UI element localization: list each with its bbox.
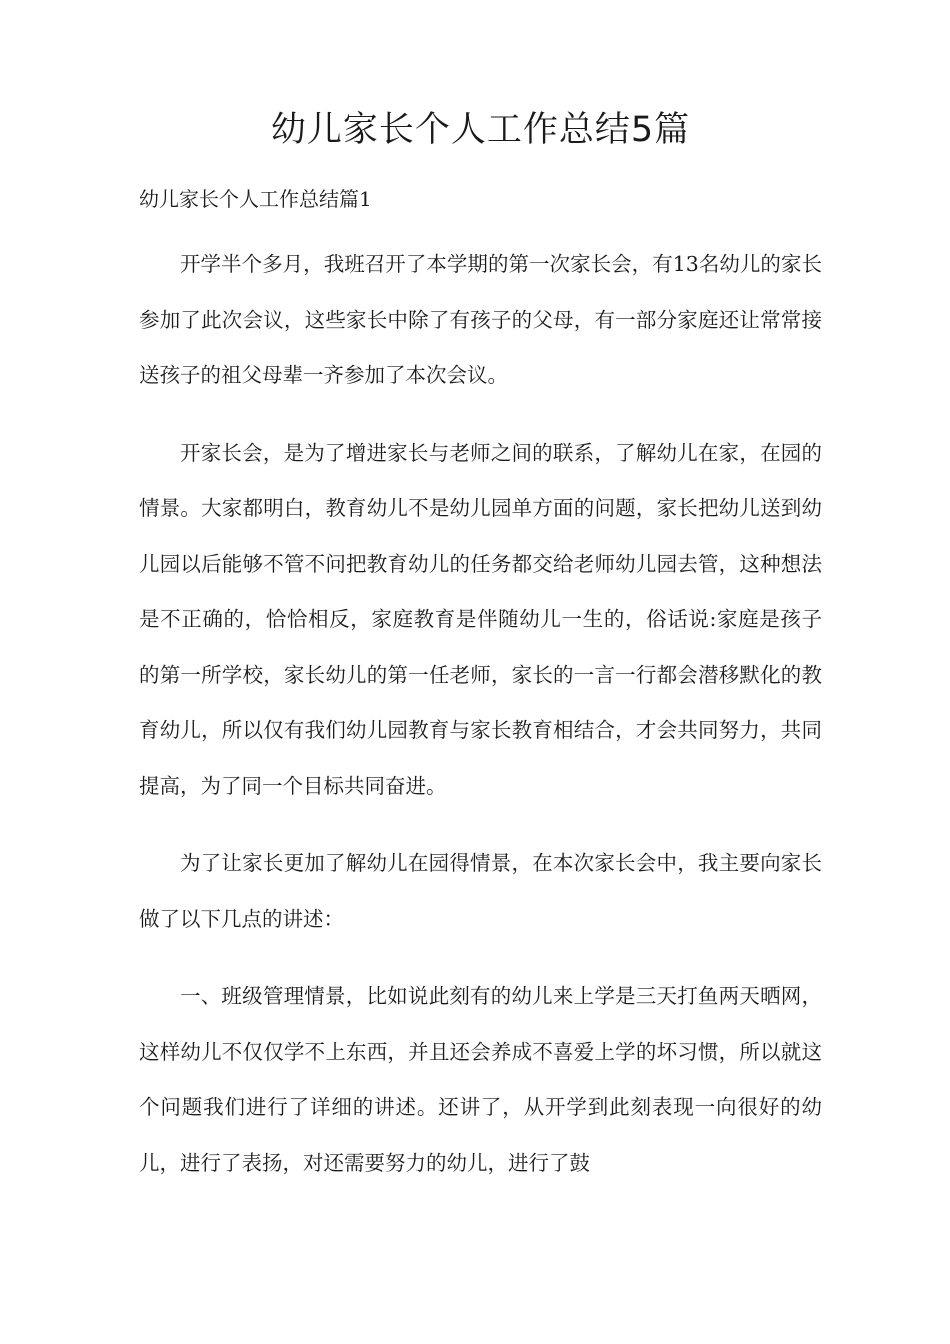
section-heading: 幼儿家长个人工作总结篇1	[139, 187, 372, 211]
paragraph-4: 一、班级管理情景，比如说此刻有的幼儿来上学是三天打鱼两天晒网，这样幼儿不仅仅学不上东西，并且还会养成不喜爱上学的坏习惯，所以就这个问题我们进行了详细的讲述。还讲了，从开学到此刻表现一向很好的幼儿，进行了表扬，对还需要努力的幼儿，进行了鼓	[139, 984, 822, 1175]
paragraph-3: 为了让家长更加了解幼儿在园得情景，在本次家长会中，我主要向家长做了以下几点的讲述：	[139, 851, 822, 931]
paragraph-1: 开学半个多月，我班召开了本学期的第一次家长会，有13名幼儿的家长参加了此次会议，这些家长中除了有孩子的父母，有一部分家庭还让常常接送孩子的祖父母辈一齐参加了本次会议。	[139, 252, 822, 387]
document-title: 幼儿家长个人工作总结5篇	[270, 110, 691, 150]
paragraph-2: 开家长会，是为了增进家长与老师之间的联系，了解幼儿在家，在园的情景。大家都明白，教育幼儿不是幼儿园单方面的问题，家长把幼儿送到幼儿园以后能够不管不问把教育幼儿的任务都交给老师幼儿园去管，这种想法是不正确的，恰恰相反，家庭教育是伴随幼儿一生的，俗话说:家庭是孩子的第一所学校，家长幼儿的第一任老师，家长的一言一行都会潜移默化的教育幼儿，所以仅有我们幼儿园教育与家长教育相结合，才会共同努力，共同提高，为了同一个目标共同奋进。	[139, 440, 822, 798]
